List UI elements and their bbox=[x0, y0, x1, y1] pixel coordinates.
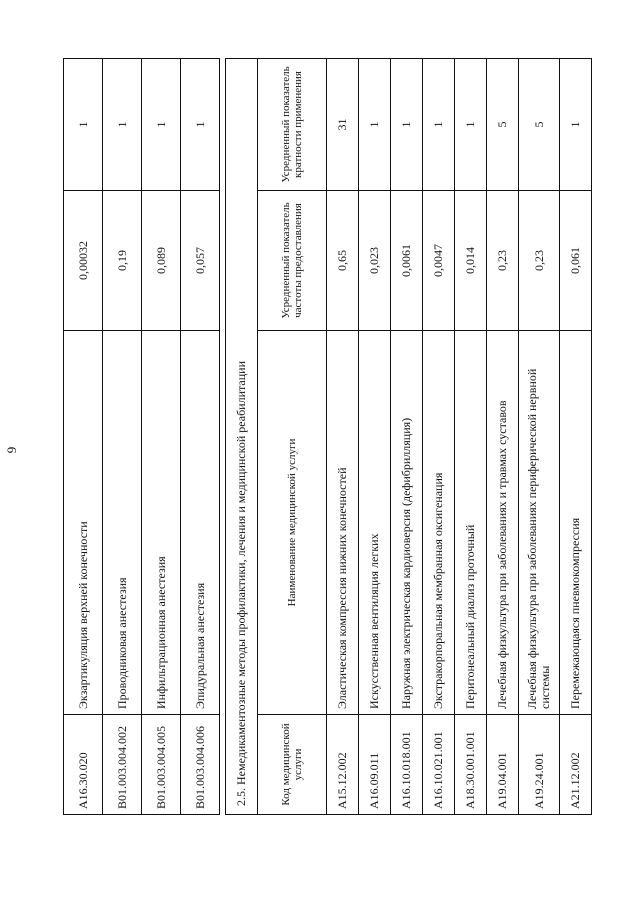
multiplicity-value: 1 bbox=[455, 59, 487, 191]
service-name: Эластическая компрессия нижних конечностей bbox=[327, 331, 359, 715]
frequency-value: 0,014 bbox=[455, 191, 487, 331]
frequency-value: 0,057 bbox=[181, 191, 220, 331]
service-code: A18.30.001.001 bbox=[455, 715, 487, 815]
table-row bbox=[391, 59, 423, 815]
frequency-value: 0,061 bbox=[560, 191, 592, 331]
service-name: Лечебная физкультура при заболеваниях и травмах суставов bbox=[487, 331, 519, 715]
multiplicity-value: 5 bbox=[487, 59, 519, 191]
table-row bbox=[64, 59, 103, 815]
service-code: A19.04.001 bbox=[487, 715, 519, 815]
service-name: Эпидуральная анестезия bbox=[181, 331, 220, 715]
frequency-value: 0,0047 bbox=[423, 191, 455, 331]
non-drug-methods-table bbox=[225, 58, 592, 815]
service-code: A16.10.021.001 bbox=[423, 715, 455, 815]
multiplicity-value: 1 bbox=[64, 59, 103, 191]
multiplicity-value: 31 bbox=[327, 59, 359, 191]
multiplicity-value: 1 bbox=[142, 59, 181, 191]
multiplicity-value: 1 bbox=[103, 59, 142, 191]
service-name: Искусственная вентиляция легких bbox=[359, 331, 391, 715]
header-name: Наименование медицинской услуги bbox=[258, 331, 327, 715]
table-row bbox=[560, 59, 592, 815]
services-table-continued bbox=[63, 58, 220, 815]
table-row bbox=[103, 59, 142, 815]
service-name: Перемежающаяся пневмокомпрессия bbox=[560, 331, 592, 715]
service-code: A21.12.002 bbox=[560, 715, 592, 815]
table-row bbox=[519, 59, 560, 815]
page-number: 9 bbox=[4, 446, 19, 454]
frequency-value: 0,089 bbox=[142, 191, 181, 331]
service-code: A16.10.018.001 bbox=[391, 715, 423, 815]
service-name: Экзартикуляция верхней конечности bbox=[64, 331, 103, 715]
header-code: Код медицинской услуги bbox=[258, 715, 327, 815]
table-header-row bbox=[258, 59, 327, 815]
service-code: A15.12.002 bbox=[327, 715, 359, 815]
table-row bbox=[181, 59, 220, 815]
multiplicity-value: 1 bbox=[181, 59, 220, 191]
table-row bbox=[423, 59, 455, 815]
frequency-value: 0,023 bbox=[359, 191, 391, 331]
table-row bbox=[487, 59, 519, 815]
multiplicity-value: 1 bbox=[423, 59, 455, 191]
service-code: B01.003.004.006 bbox=[181, 715, 220, 815]
service-code: A19.24.001 bbox=[519, 715, 560, 815]
service-code: B01.003.004.005 bbox=[142, 715, 181, 815]
service-name: Проводниковая анестезия bbox=[103, 331, 142, 715]
service-code: A16.09.011 bbox=[359, 715, 391, 815]
table-row bbox=[142, 59, 181, 815]
multiplicity-value: 1 bbox=[359, 59, 391, 191]
multiplicity-value: 1 bbox=[391, 59, 423, 191]
service-code: A16.30.020 bbox=[64, 715, 103, 815]
service-code: B01.003.004.002 bbox=[103, 715, 142, 815]
service-name: Лечебная физкультура при заболеваниях периферической нервной системы bbox=[519, 331, 560, 715]
section-title: 2.5. Немедикаментозные методы профилактики, лечения и медицинской реабилитации bbox=[226, 59, 258, 815]
frequency-value: 0,65 bbox=[327, 191, 359, 331]
frequency-value: 0,23 bbox=[519, 191, 560, 331]
header-frequency: Усредненный показатель частоты предоставления bbox=[258, 191, 327, 331]
multiplicity-value: 5 bbox=[519, 59, 560, 191]
service-name: Экстракорпоральная мембранная оксигенация bbox=[423, 331, 455, 715]
section-title-row bbox=[226, 59, 258, 815]
service-name: Инфильтрационная анестезия bbox=[142, 331, 181, 715]
frequency-value: 0,19 bbox=[103, 191, 142, 331]
table-row bbox=[327, 59, 359, 815]
frequency-value: 0,00032 bbox=[64, 191, 103, 331]
frequency-value: 0,0061 bbox=[391, 191, 423, 331]
service-name: Наружная электрическая кардиоверсия (дефибрилляция) bbox=[391, 331, 423, 715]
table-row bbox=[359, 59, 391, 815]
multiplicity-value: 1 bbox=[560, 59, 592, 191]
service-name: Перитонеальный диализ проточный bbox=[455, 331, 487, 715]
table-row bbox=[455, 59, 487, 815]
frequency-value: 0,23 bbox=[487, 191, 519, 331]
header-multiplicity: Усредненный показатель кратности применения bbox=[258, 59, 327, 191]
